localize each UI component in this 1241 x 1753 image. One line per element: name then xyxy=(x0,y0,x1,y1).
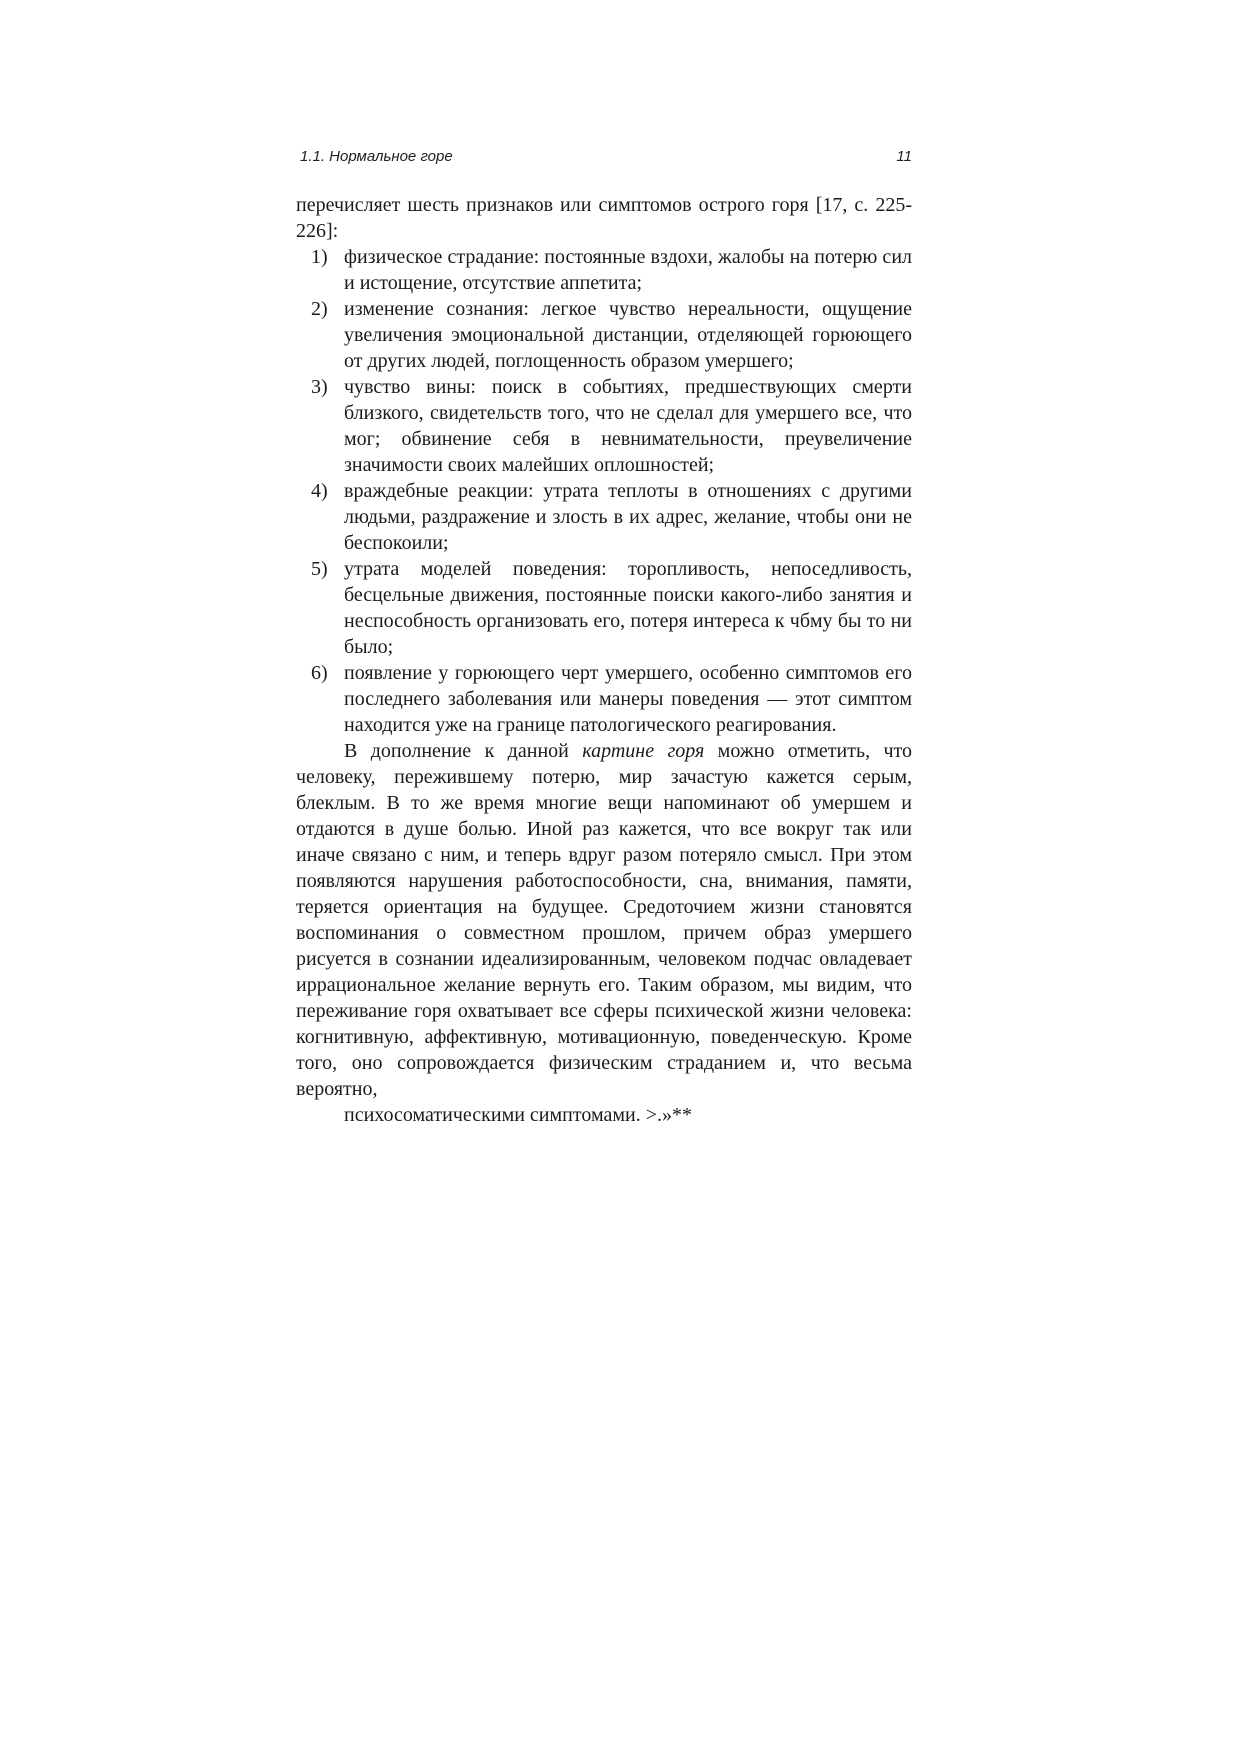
item-number: 4) xyxy=(311,480,328,502)
symptoms-list xyxy=(296,244,912,738)
list-item xyxy=(296,660,912,738)
paragraph-text-start: В дополнение к данной xyxy=(344,740,583,762)
paragraph-text-rest: можно отметить, что человеку, пережившему потерю, мир зачастую кажется серым, блеклым. В то же время многие вещи напоминают об умершем и отдаются в душе болью. Иной раз кажется, что все вокруг так или иначе связано с ним, и теперь вдруг разом потеряло смысл. При этом появляются нарушения работоспособности, сна, внимания, памяти, теряется ориентация на будущее. Средоточием жизни становятся воспоминания о совместном прошлом, причем образ умершего рисуется в сознании идеализированным, человеком подчас овладевает иррациональное желание вернуть его. Таким образом, мы видим, что переживание горя охватывает все сферы психической жизни человека: когнитивную, аффективную, мотивационную, поведенческую. Кроме того, оно сопровождается физическим страданием и, что весьма вероятно, xyxy=(296,740,912,1100)
page-number: 11 xyxy=(896,148,912,165)
list-item xyxy=(296,374,912,478)
item-number: 2) xyxy=(311,298,328,320)
list-item xyxy=(296,478,912,556)
list-item xyxy=(296,244,912,296)
item-number: 3) xyxy=(311,376,328,398)
item-text: появление у горюющего черт умершего, особенно симптомов его последнего заболевания или манеры поведения — этот симптом находится уже на границе патологического реагирования. xyxy=(344,662,912,736)
body-paragraph xyxy=(296,738,912,1128)
item-text: физическое страдание: постоянные вздохи, жалобы на потерю сил и истощение, отсутствие аппетита; xyxy=(344,246,912,294)
intro-text: перечисляет шесть признаков или симптомов острого горя [17, с. 225-226]: xyxy=(296,194,912,242)
emphasis-text: картине горя xyxy=(582,740,705,762)
item-number: 6) xyxy=(311,662,328,684)
page-body xyxy=(296,192,912,1128)
list-item xyxy=(296,556,912,660)
item-number: 1) xyxy=(311,246,328,268)
item-text: изменение сознания: легкое чувство нереальности, ощущение увеличения эмоциональной дистанции, отделяющей горюющего от других людей, поглощенность образом умершего; xyxy=(344,298,912,372)
item-text: утрата моделей поведения: торопливость, непоседливость, бесцельные движения, постоянные поиски какого-либо занятия и неспособность организовать его, потеря интереса к чбму бы то ни было; xyxy=(344,558,912,658)
item-text: чувство вины: поиск в событиях, предшествующих смерти близкого, свидетельств того, что не сделал для умершего все, что мог; обвинение себя в невнимательности, преувеличение значимости своих малейших оплошностей; xyxy=(344,376,912,476)
running-title: 1.1. Нормальное горе xyxy=(300,148,453,165)
item-text: враждебные реакции: утрата теплоты в отношениях с другими людьми, раздражение и злость в их адрес, желание, чтобы они не беспокоили; xyxy=(344,480,912,554)
item-number: 5) xyxy=(311,558,328,580)
paragraph-last-line: психосоматическими симптомами. >.»** xyxy=(344,1104,692,1126)
list-item xyxy=(296,296,912,374)
